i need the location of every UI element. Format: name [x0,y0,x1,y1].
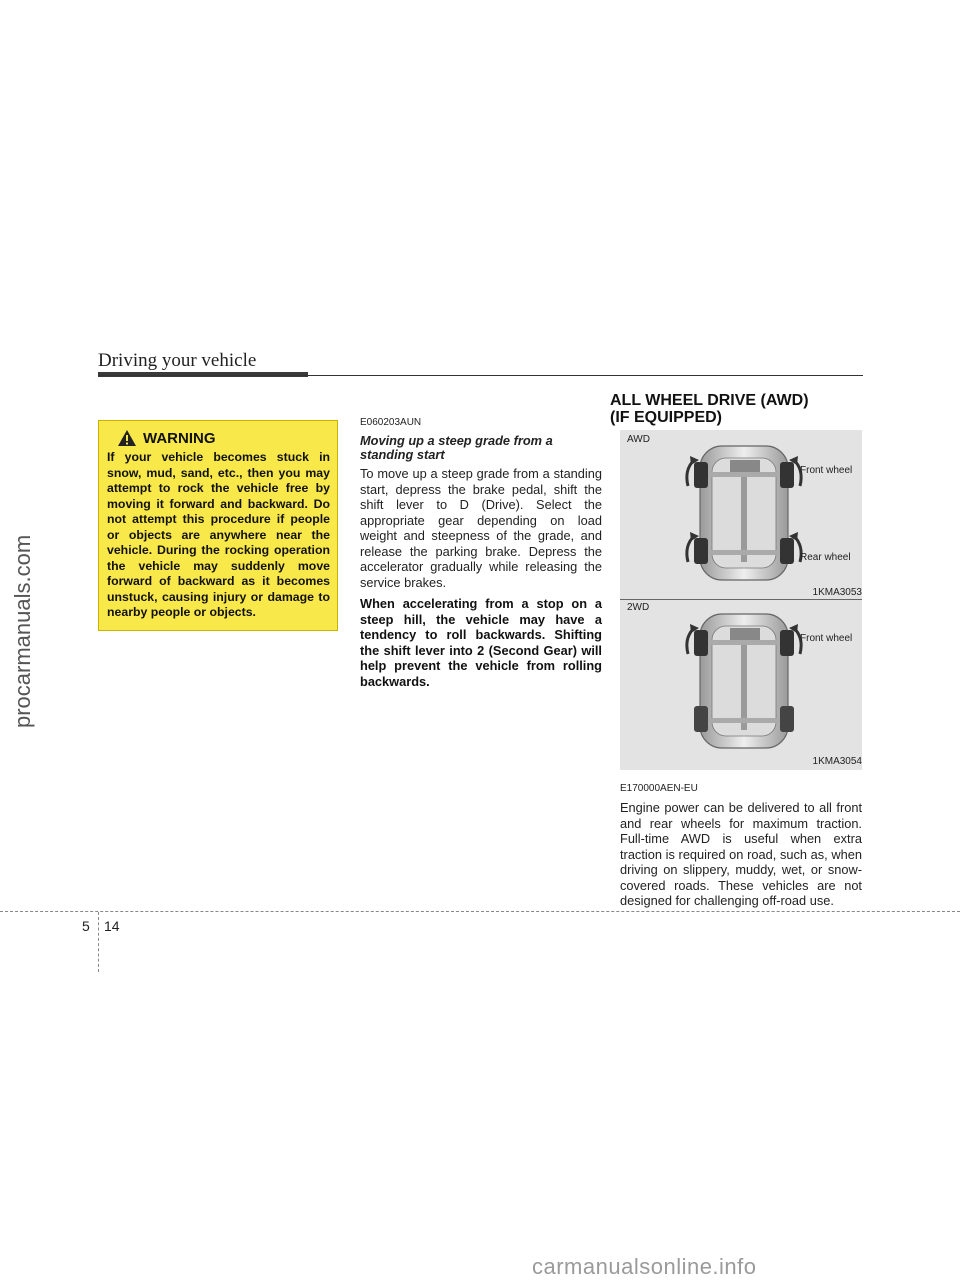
awd-heading-line2: (IF EQUIPPED) [610,409,723,426]
footer-rule [0,911,960,912]
header-rule [98,375,863,376]
awd-heading-line1: ALL WHEEL DRIVE (AWD) [610,392,809,409]
section-title: Driving your vehicle [98,350,257,371]
steep-grade-note: When accelerating from a stop on a steep hill, the vehicle may have a tendency to roll backwards. Shifting the shift lever into 2 (Second Gear) will help prevent the vehicle from rolling backwards. [360,596,602,689]
awd-rear-wheel-label: Rear wheel [800,552,851,563]
page-number: 14 [104,918,120,934]
awd-figure-label: AWD [627,434,650,445]
awd-code: E170000AEN-EU [620,783,698,794]
steep-grade-body: To move up a steep grade from a standing start, depress the brake pedal, shift the shift lever to D (Drive). Select the appropriate gear depending on load weight and steepness of the grade, and release the parking brake. Depress the accelerator gradually while releasing the service brakes. [360,466,602,590]
2wd-figure-code: 1KMA3054 [812,756,862,767]
2wd-car-diagram [680,608,810,753]
awd-text-section [620,783,862,909]
awd-heading [610,392,809,426]
warning-header [117,429,330,447]
2wd-figure-label: 2WD [627,602,650,613]
awd-body: Engine power can be delivered to all front and rear wheels for maximum traction. Full-time AWD is useful when extra traction is required on road, such as, when driving on slippery, muddy, wet, or snow-covered roads. These vehicles are not designed for challenging off-road use. [620,800,862,908]
steep-grade-heading: Moving up a steep grade from a standing start [360,433,553,462]
2wd-front-wheel-label: Front wheel [800,633,853,644]
steep-grade-code: E060203AUN [360,417,422,428]
awd-car-diagram [680,440,810,585]
warning-title: WARNING [143,429,216,447]
warning-triangle-icon [117,429,137,447]
chapter-number: 5 [82,918,90,934]
warning-box [98,420,338,631]
side-watermark: procarmanuals.com [10,534,35,728]
awd-figure-code: 1KMA3053 [812,587,862,598]
warning-text: If your vehicle becomes stuck in snow, mud, sand, etc., then you may attempt to rock the vehicle free by moving it forward and backward. Do not attempt this procedure if people or objects are anywhere near the vehicle. During the rocking operation the vehicle may suddenly move forward of backward as it becomes unstuck, causing injury or damage to nearby people or objects. [107,450,330,619]
awd-figure [620,430,862,600]
awd-front-wheel-label: Front wheel [800,465,853,476]
bottom-watermark: carmanualsonline.info [532,1254,757,1279]
steep-grade-section [360,417,602,689]
footer-vertical-rule [98,912,99,972]
2wd-figure [620,600,862,770]
